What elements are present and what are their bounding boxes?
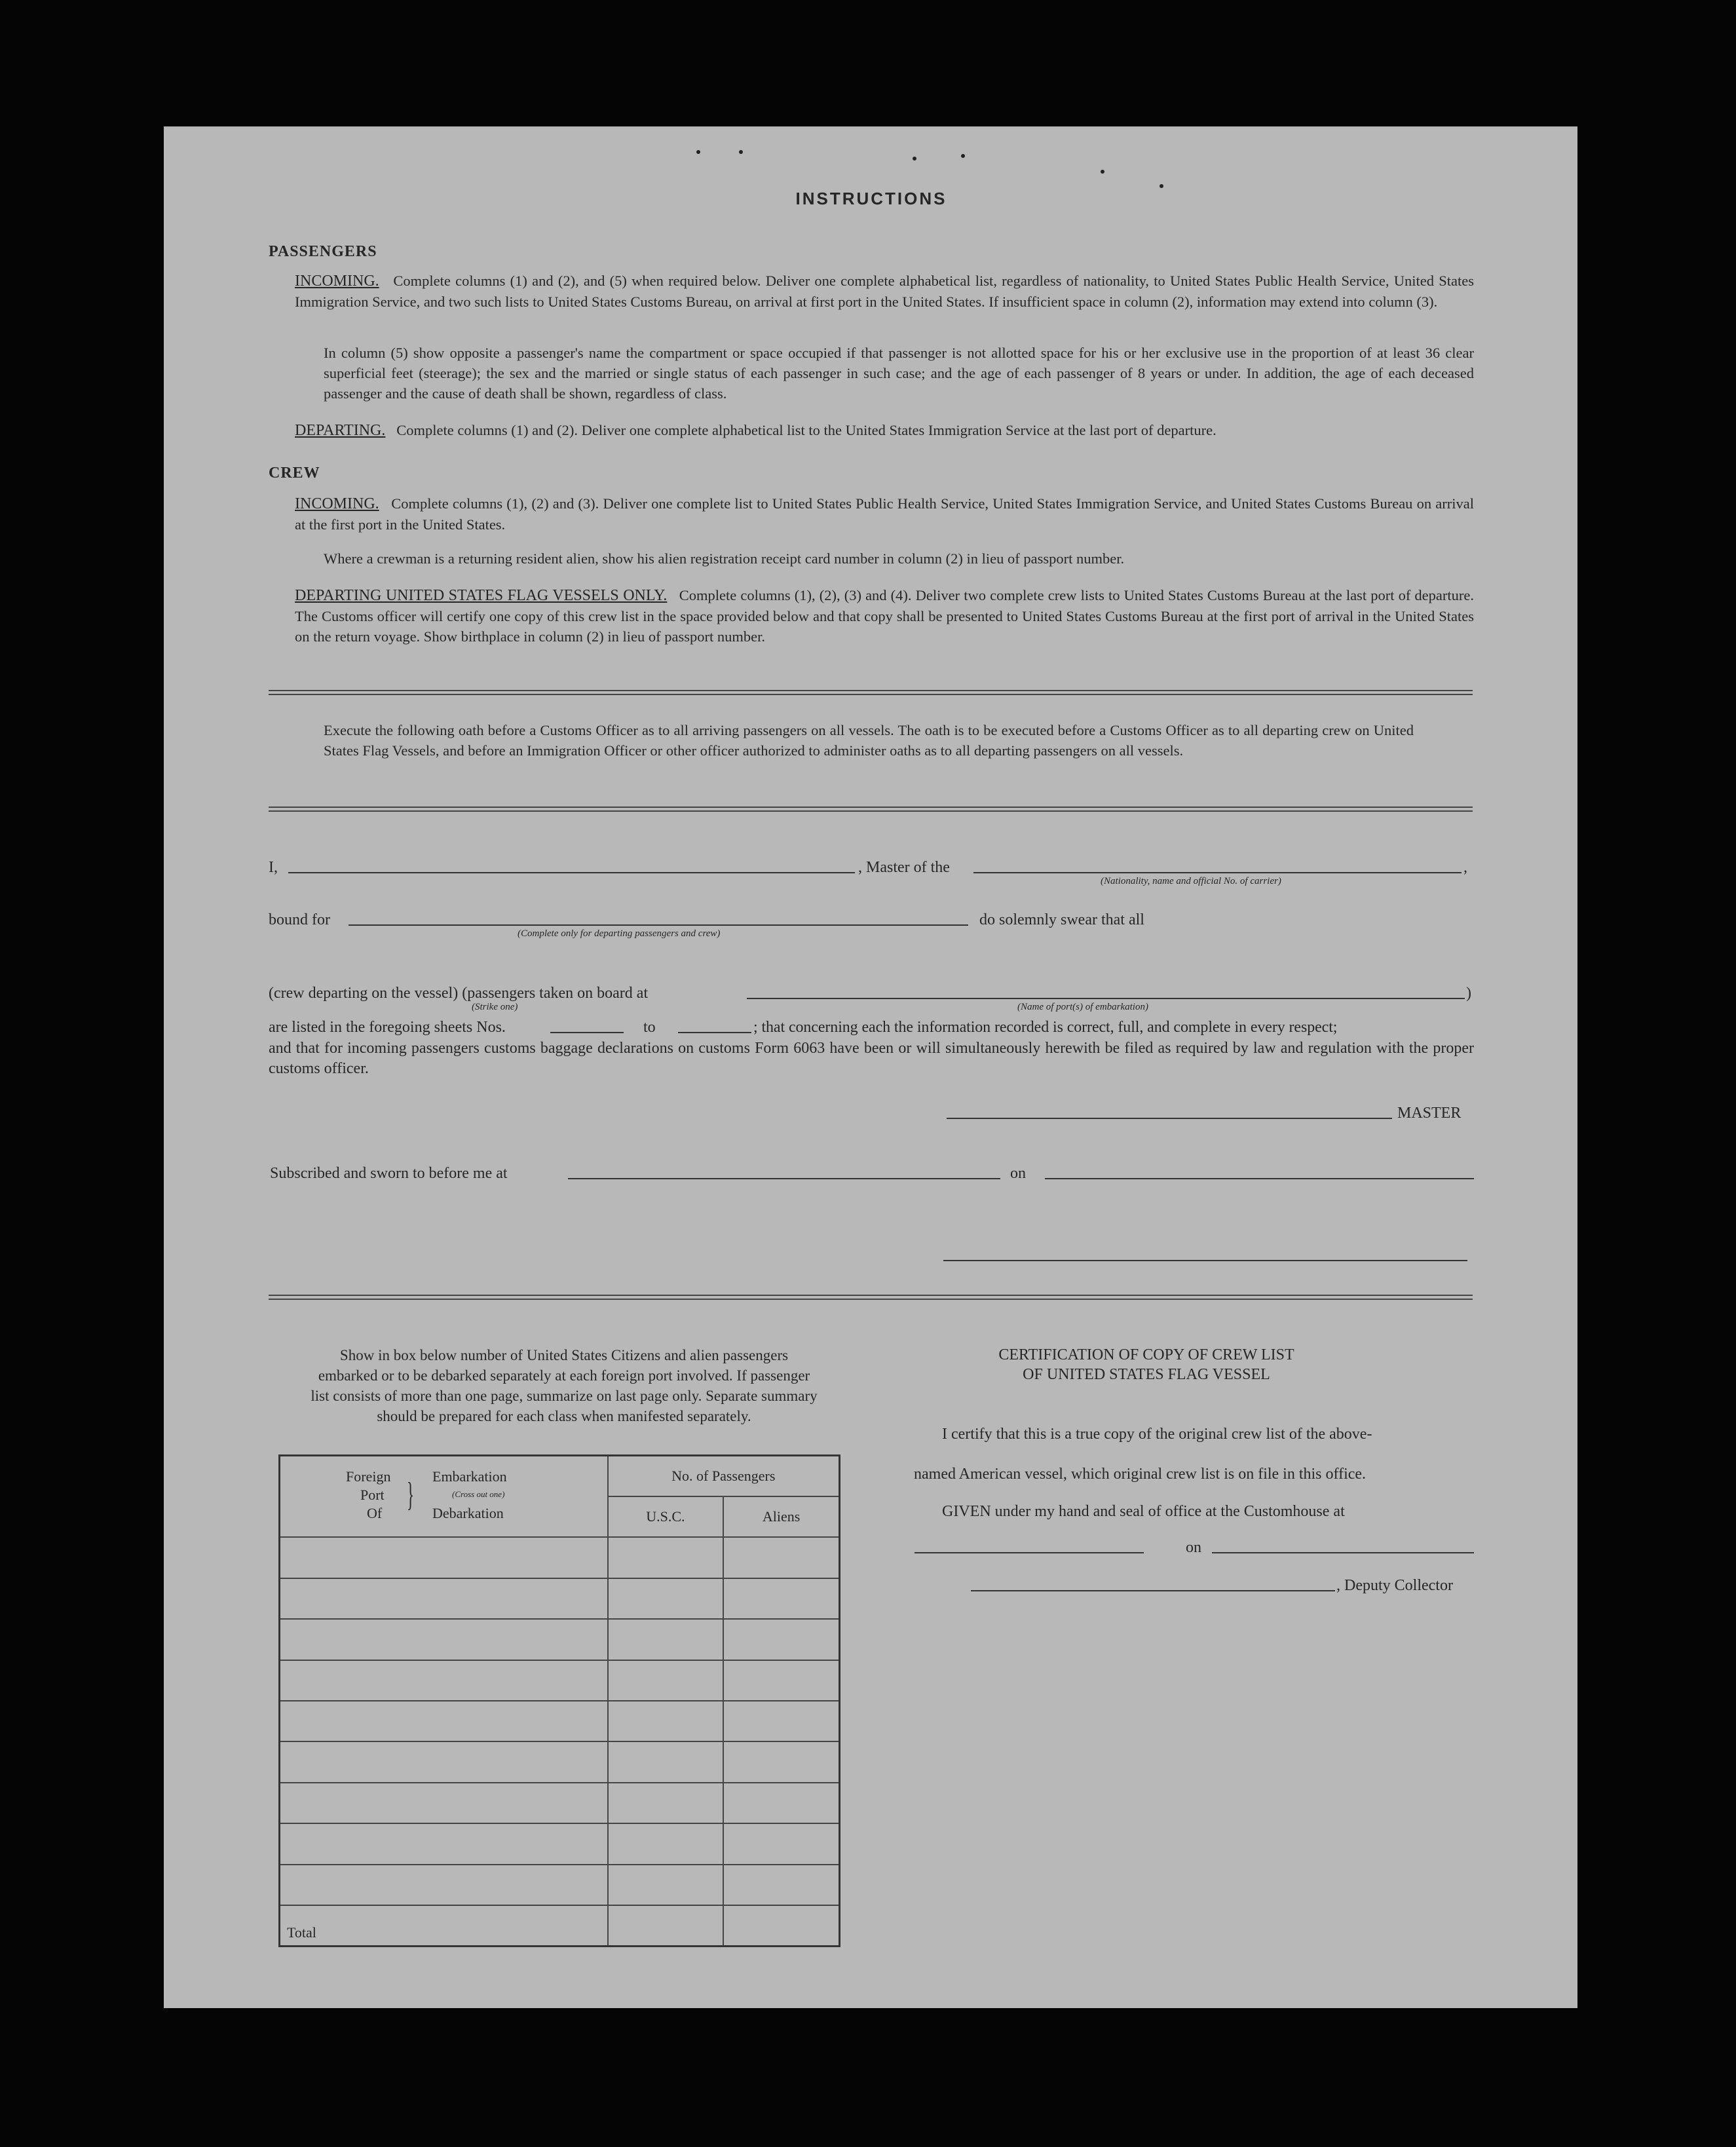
crew-heading: CREW [269,465,320,482]
passengers-incoming-text: Complete columns (1) and (2), and (5) when required below. Deliver one complete alphabetical list, regardless of nationality, to United States Public Health Service, United States Immigration Service, and two such lists to United States Customs Bureau, on arrival at first port in the United States. If insufficient space in column (2), information may extend into column (3). [295,273,1475,310]
customhouse-place-field[interactable] [915,1552,1144,1553]
oath-instruction: Execute the following oath before a Customs Officer as to all arriving passengers on all vessels. The oath is to be executed before a Customs Officer as to all departing crew on United States Flag Vessels, and before an Immigration Officer or other officer authorized to administer oaths as to all departing passengers on all vessels. [324,722,1414,759]
passengers-incoming-label: INCOMING. [295,273,379,290]
crew-departing [295,585,1474,647]
carrier-field[interactable] [973,872,1462,873]
total-label: Total [280,1905,608,1947]
usc-cell[interactable] [608,1823,724,1864]
aliens-total-cell[interactable] [723,1905,839,1947]
certify-line-2: named American vessel, which original crew list is on file in this office. [914,1466,1367,1483]
page-title: INSTRUCTIONS [795,189,947,208]
cert-on-label: on [1186,1539,1201,1556]
oath-i: I, [269,859,278,876]
sheet-to-field[interactable] [678,1032,751,1033]
sworn-date-field[interactable] [1045,1178,1474,1179]
foreign-label: Foreign [346,1468,391,1485]
passengers-column5: In column (5) show opposite a passenger's name the compartment or space occupied if that passenger is not allotted space for his or her exclusive use in the proportion of at least 36 clear superficial feet (steerage); the sex and the married or single status of each passenger in such case; and the age of each passenger of 8 years or under. In addition, the age of each deceased passenger and the cause of death shall be shown, regardless of class. [324,345,1474,402]
table-row [280,1823,840,1864]
aliens-cell[interactable] [723,1701,839,1741]
certify-line-1: I certify that this is a true copy of the original crew list of the above- [942,1426,1372,1443]
port-cell[interactable] [280,1660,608,1701]
certification-heading-2: OF UNITED STATES FLAG VESSEL [1023,1366,1270,1383]
cert-date-field[interactable] [1212,1552,1474,1553]
sworn-place-field[interactable] [568,1178,1000,1179]
bound-for-field[interactable] [349,924,968,926]
divider [269,690,1473,695]
usc-cell[interactable] [608,1865,724,1905]
master-label: MASTER [1397,1105,1462,1122]
scan-speck [913,157,916,161]
table-row [280,1701,840,1741]
port-header-cell [280,1456,608,1538]
scan-speck [1160,184,1163,188]
passengers-incoming [295,271,1474,312]
summary-instructions: Show in box below number of United States Citizens and alien passengers embarked or to be debarked separately at each foreign port involved. If passenger list consists of more than one page, summarize on last page only. Separate summary should be prepared for each class when manifested separately. [311,1347,818,1424]
port-cell[interactable] [280,1701,608,1741]
master-signature-field[interactable] [947,1118,1392,1119]
table-row [280,1537,840,1578]
usc-cell[interactable] [608,1578,724,1619]
brace-icon: } [406,1476,415,1514]
usc-cell[interactable] [608,1660,724,1701]
usc-total-cell[interactable] [608,1905,724,1947]
given-text: GIVEN under my hand and seal of office at the Customhouse at [942,1503,1345,1520]
aliens-cell[interactable] [723,1823,839,1864]
master-name-field[interactable] [288,872,855,873]
crew-departing-text: Complete columns (1), (2), (3) and (4). Deliver two complete crew lists to United States Customs Bureau at the last port of departure. The Customs officer will certify one copy of this crew list in the space provided below and that copy shall be presented to United States Customs Bureau at the first port of arrival in the United States on the return voyage. Show birthplace in column (2) in lieu of passport number. [295,587,1475,645]
baggage-declaration-text: and that for incoming passengers customs baggage declarations on customs Form 6063 have been or will simultaneously herewith be filed as required by law and regulation with the proper customs officer. [269,1040,1474,1077]
table-row [280,1578,840,1619]
usc-header: U.S.C. [608,1496,724,1537]
crew-incoming-label: INCOMING. [295,495,379,512]
crew-departing-label: DEPARTING UNITED STATES FLAG VESSELS ONLY. [295,587,668,604]
total-row [280,1905,840,1947]
port-cell[interactable] [280,1578,608,1619]
aliens-cell[interactable] [723,1578,839,1619]
scan-speck [961,154,965,158]
aliens-cell[interactable] [723,1660,839,1701]
passenger-summary-table [278,1454,840,1947]
port-cell[interactable] [280,1537,608,1578]
close-paren: ) [1466,985,1471,1002]
table-row [280,1741,840,1782]
usc-cell[interactable] [608,1741,724,1782]
form-page [164,126,1577,2008]
port-of-embarkation-field[interactable] [747,998,1465,999]
debarkation-label: Debarkation [432,1505,504,1522]
listed-prefix: are listed in the foregoing sheets Nos. [269,1019,506,1036]
deputy-collector-label: , Deputy Collector [1336,1577,1453,1594]
comma: , [1463,859,1467,876]
crew-incoming-text: Complete columns (1), (2) and (3). Deliver one complete list to United States Public Health Service, United States Immigration Service, and United States Customs Bureau on arrival at the first port in the United States. [295,495,1474,533]
scan-speck [739,150,743,154]
usc-cell[interactable] [608,1783,724,1823]
sheet-from-field[interactable] [550,1032,624,1033]
scan-speck [1101,170,1104,174]
cross-out-label: (Cross out one) [452,1489,505,1500]
port-cell[interactable] [280,1783,608,1823]
deputy-signature-field[interactable] [971,1590,1335,1591]
crew-resident: Where a crewman is a returning resident alien, show his alien registration receipt card number in column (2) in lieu of passport number. [324,550,1125,567]
passengers-departing [295,420,1474,441]
aliens-cell[interactable] [723,1741,839,1782]
officer-signature-field[interactable] [943,1260,1467,1261]
listed-suffix: ; that concerning each the information recorded is correct, full, and complete in every respect; [753,1019,1338,1036]
scan-speck [696,150,700,154]
aliens-cell[interactable] [723,1619,839,1660]
nationality-caption: (Nationality, name and official No. of carrier) [1101,876,1281,886]
complete-only-caption: (Complete only for departing passengers and crew) [518,928,721,939]
passengers-departing-label: DEPARTING. [295,422,386,439]
passengers-departing-text: Complete columns (1) and (2). Deliver one complete alphabetical list to the United States Immigration Service at the last port of departure. [396,422,1217,438]
subscribed-label: Subscribed and sworn to before me at [270,1165,508,1182]
port-cell[interactable] [280,1865,608,1905]
usc-cell[interactable] [608,1537,724,1578]
divider [269,807,1473,812]
aliens-cell[interactable] [723,1865,839,1905]
ports-caption: (Name of port(s) of embarkation) [1017,1002,1148,1012]
aliens-cell[interactable] [723,1783,839,1823]
aliens-cell[interactable] [723,1537,839,1578]
swear-text: do solemnly swear that all [979,911,1144,928]
certification-heading-1: CERTIFICATION OF COPY OF CREW LIST [998,1346,1294,1363]
port-cell[interactable] [280,1619,608,1660]
table-row [280,1619,840,1660]
sworn-on-label: on [1010,1165,1026,1182]
master-of-the-label: , Master of the [858,859,950,876]
usc-cell[interactable] [608,1619,724,1660]
passengers-heading: PASSENGERS [269,243,377,260]
embarkation-label: Embarkation [432,1468,507,1485]
to-label: to [643,1019,656,1036]
aliens-header: Aliens [723,1496,839,1537]
port-label: Port [360,1487,385,1504]
no-of-passengers-header: No. of Passengers [608,1456,840,1496]
strike-one-caption: (Strike one) [472,1002,518,1012]
of-label: Of [367,1505,383,1522]
table-row [280,1783,840,1823]
usc-cell[interactable] [608,1701,724,1741]
crew-incoming [295,493,1474,535]
crew-departing-text: (crew departing on the vessel) (passengers taken on board at [269,985,649,1002]
divider [269,1295,1473,1300]
bound-for-label: bound for [269,911,330,928]
table-row [280,1660,840,1701]
port-cell[interactable] [280,1823,608,1864]
table-row [280,1865,840,1905]
port-cell[interactable] [280,1741,608,1782]
